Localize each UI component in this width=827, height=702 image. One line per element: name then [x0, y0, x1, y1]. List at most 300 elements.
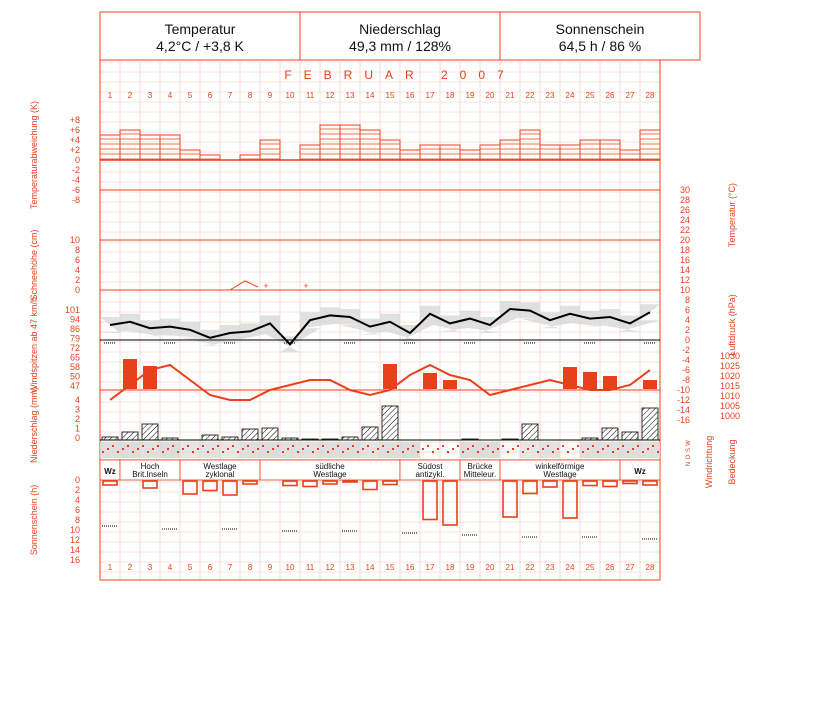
- day-label-top: 1: [107, 91, 113, 100]
- wind-direction-dot: [352, 445, 354, 447]
- temperature-tick: 8: [684, 295, 690, 305]
- sunshine-tick: 12: [69, 535, 80, 545]
- wind-direction-dot: [557, 448, 559, 450]
- wind-direction-dot: [412, 445, 414, 447]
- temp-anomaly-bar: [460, 150, 480, 160]
- wind-direction-dot: [647, 448, 649, 450]
- day-label-top: 21: [505, 91, 515, 100]
- wind-direction-dot: [427, 445, 429, 447]
- wind-direction-dot: [522, 451, 524, 453]
- wind-direction-dot: [277, 445, 279, 447]
- day-label-top: 26: [605, 91, 615, 100]
- right-axis-title: Windrichtung: [704, 435, 714, 489]
- wind-direction-dot: [572, 448, 574, 450]
- wind-direction-dot: [282, 451, 284, 453]
- temperature-tick: 12: [679, 275, 690, 285]
- precipitation-bar: [642, 408, 658, 440]
- snow-marker: +: [263, 281, 269, 291]
- wind-tick: 86: [69, 324, 80, 334]
- wind-direction-dot: [552, 451, 554, 453]
- temperature-tick: 6: [684, 305, 690, 315]
- sunshine-bar: [283, 481, 297, 486]
- sunshine-tick: 10: [69, 525, 80, 535]
- wind-direction-dot: [307, 445, 309, 447]
- wind-direction-dot: [147, 451, 149, 453]
- temp-anomaly-tick: +8: [69, 115, 80, 125]
- wind-direction-dot: [247, 445, 249, 447]
- snow-tick: 8: [74, 245, 80, 255]
- wind-direction-dot: [227, 448, 229, 450]
- wind-direction-dot: [502, 445, 504, 447]
- day-label-bottom: 11: [305, 563, 315, 572]
- wind-direction-dot: [547, 445, 549, 447]
- wind-tick: 101: [64, 305, 80, 315]
- wind-direction-dot: [262, 445, 264, 447]
- weather-type-label: Westlage: [203, 462, 237, 471]
- sunshine-tick: 16: [69, 555, 80, 565]
- day-label-top: 13: [345, 91, 355, 100]
- temp-anomaly-bar: [120, 130, 140, 160]
- precipitation-bar: [602, 428, 618, 440]
- left-axis-title: Windspitzen ab 47 km/h: [29, 296, 39, 394]
- left-axis-title: Temperaturabweichung (K): [29, 100, 39, 210]
- precipitation-bar: [622, 432, 638, 440]
- wind-direction-dot: [632, 448, 634, 450]
- cloud-cover-cell: [560, 442, 580, 458]
- temperature-tick: -6: [681, 365, 690, 375]
- wind-direction-dot: [582, 451, 584, 453]
- wind-direction-dot: [112, 445, 114, 447]
- wind-direction-dot: [312, 451, 314, 453]
- temperature-tick: -16: [676, 415, 690, 425]
- temp-anomaly-bar: [340, 125, 360, 160]
- day-label-top: 11: [305, 91, 315, 100]
- sunshine-bar: [423, 481, 437, 520]
- weather-type-label: winkelförmige: [535, 462, 585, 471]
- temp-anomaly-tick: -4: [71, 175, 80, 185]
- day-label-bottom: 26: [605, 563, 615, 572]
- right-axis-title: Luftdruck (hPa): [727, 294, 737, 356]
- temp-anomaly-bar: [260, 140, 280, 160]
- wind-direction-dot: [162, 451, 164, 453]
- day-label-top: 4: [167, 91, 173, 100]
- weather-type-label: Brücke: [467, 462, 493, 471]
- day-label-bottom: 13: [345, 563, 355, 572]
- precipitation-bar: [262, 428, 278, 440]
- day-label-bottom: 10: [285, 563, 295, 572]
- cloud-cover-cell: [500, 442, 520, 458]
- day-label-bottom: 23: [545, 563, 555, 572]
- day-label-bottom: 19: [465, 563, 475, 572]
- precipitation-value: 49,3 mm / 128%: [349, 38, 451, 54]
- precipitation-bar: [142, 424, 158, 440]
- day-label-top: 15: [385, 91, 395, 100]
- wind-direction-dot: [377, 448, 379, 450]
- sunshine-bar: [343, 481, 357, 482]
- precip-tick: 1: [74, 423, 80, 434]
- cloud-cover-cell: [620, 442, 640, 458]
- cloud-cover-cell: [260, 442, 280, 458]
- right-axis-title: Bedeckung: [727, 439, 737, 485]
- wind-direction-dot: [612, 451, 614, 453]
- wind-direction-dot: [622, 445, 624, 447]
- wind-direction-dot: [212, 448, 214, 450]
- day-label-top: 19: [465, 91, 475, 100]
- precip-tick: 3: [74, 404, 80, 415]
- temperature-value: 4,2°C / +3,8 K: [156, 38, 244, 54]
- snow-tick: 10: [69, 235, 80, 245]
- day-label-top: 5: [187, 91, 193, 100]
- day-label-top: 24: [565, 91, 575, 100]
- temp-anomaly-bar: [440, 145, 460, 160]
- temp-anomaly-tick: 0: [74, 155, 80, 165]
- wind-direction-dot: [292, 445, 294, 447]
- wind-direction-dot: [457, 445, 459, 447]
- chart-title: FEBRUAR 2007: [284, 68, 516, 82]
- wind-gust-bar: [443, 380, 457, 389]
- wind-tick: 50: [69, 371, 80, 382]
- day-label-bottom: 9: [267, 563, 273, 572]
- left-axis-title: Niederschlag (mm): [29, 386, 39, 464]
- day-label-top: 9: [267, 91, 273, 100]
- wind-direction-dot: [357, 451, 359, 453]
- wind-direction-dot: [257, 448, 259, 450]
- wind-direction-dot: [432, 451, 434, 453]
- temperature-tick: 28: [679, 195, 690, 205]
- day-label-top: 23: [545, 91, 555, 100]
- wind-direction-dot: [437, 448, 439, 450]
- day-label-bottom: 28: [645, 563, 655, 572]
- temperature-label: Temperatur: [164, 21, 236, 37]
- wind-direction-dot: [567, 451, 569, 453]
- temp-anomaly-bar: [400, 150, 420, 160]
- wind-direction-dot: [422, 448, 424, 450]
- sunshine-bar: [583, 481, 597, 486]
- wind-direction-tick: W: [686, 440, 692, 446]
- wind-direction-dot: [472, 445, 474, 447]
- weather-type-label: Wz: [104, 467, 116, 476]
- wind-direction-dot: [237, 451, 239, 453]
- sunshine-bar: [203, 481, 217, 491]
- day-label-top: 2: [127, 91, 133, 100]
- wind-direction-dot: [652, 445, 654, 447]
- day-label-top: 18: [445, 91, 455, 100]
- wind-tick: 65: [69, 352, 80, 363]
- wind-direction-dot: [182, 448, 184, 450]
- wind-direction-dot: [317, 448, 319, 450]
- snow-depth-line: [230, 281, 258, 290]
- pressure-tick: 1010: [719, 391, 740, 401]
- wind-direction-tick: O: [686, 454, 692, 460]
- pressure-tick: 1000: [719, 411, 740, 421]
- day-label-top: 16: [405, 91, 415, 100]
- cloud-cover-cell: [100, 442, 120, 458]
- cloud-cover-cell: [520, 442, 540, 458]
- cloud-cover-cell: [440, 442, 460, 458]
- wind-direction-dot: [447, 451, 449, 453]
- cloud-cover-cell: [340, 442, 360, 458]
- sunshine-tick: 0: [74, 475, 80, 485]
- wind-direction-dot: [327, 451, 329, 453]
- weather-type-label: Westlage: [543, 470, 577, 479]
- temperature-tick: -12: [676, 395, 690, 405]
- wind-direction-dot: [372, 451, 374, 453]
- cloud-cover-cell: [160, 442, 180, 458]
- wind-direction-dot: [217, 445, 219, 447]
- wind-direction-dot: [402, 451, 404, 453]
- day-label-top: 10: [285, 91, 295, 100]
- temperature-tick: 20: [679, 235, 690, 245]
- wind-tick: 94: [69, 314, 80, 325]
- day-label-bottom: 3: [147, 563, 153, 572]
- right-axis-title: Temperatur (°C): [727, 182, 737, 248]
- day-label-bottom: 2: [127, 563, 133, 572]
- sunshine-tick: 6: [74, 505, 80, 515]
- temperature-tick: 2: [684, 325, 690, 335]
- wind-direction-dot: [607, 445, 609, 447]
- temperature-tick: 10: [679, 285, 690, 295]
- wind-direction-tick: N: [686, 461, 692, 467]
- day-label-top: 27: [625, 91, 635, 100]
- wind-direction-tick: S: [686, 447, 692, 453]
- sunshine-bar: [643, 481, 657, 485]
- temp-anomaly-bar: [600, 140, 620, 160]
- cloud-cover-cell: [640, 442, 660, 458]
- left-axis-title: Sonnenschein (h): [29, 484, 39, 556]
- day-label-bottom: 5: [187, 563, 193, 572]
- precip-tick: 2: [74, 414, 80, 424]
- wind-direction-dot: [172, 445, 174, 447]
- day-label-bottom: 20: [485, 563, 495, 572]
- day-label-top: 3: [147, 91, 153, 100]
- precipitation-bar: [382, 406, 398, 440]
- wind-direction-dot: [267, 451, 269, 453]
- wind-direction-dot: [407, 448, 409, 450]
- temp-anomaly-bar: [620, 150, 640, 160]
- wind-direction-dot: [347, 448, 349, 450]
- day-label-bottom: 15: [385, 563, 395, 572]
- precipitation-bar: [242, 429, 258, 440]
- wind-direction-dot: [542, 448, 544, 450]
- day-label-bottom: 14: [365, 563, 375, 572]
- day-label-top: 8: [247, 91, 253, 100]
- wind-direction-dot: [232, 445, 234, 447]
- pressure-tick: 1030: [719, 351, 740, 361]
- wind-direction-dot: [587, 448, 589, 450]
- wind-direction-dot: [167, 448, 169, 450]
- weather-type-label: südliche: [315, 462, 345, 471]
- temp-anomaly-bar: [500, 140, 520, 160]
- precipitation-bar: [122, 432, 138, 440]
- header-frame: [100, 12, 700, 60]
- temp-anomaly-bar: [640, 130, 660, 160]
- wind-direction-dot: [252, 451, 254, 453]
- temperature-tick: -14: [676, 405, 690, 415]
- wind-tick: 47: [69, 381, 80, 391]
- snow-tick: 4: [74, 265, 80, 275]
- wind-direction-dot: [442, 445, 444, 447]
- pressure-tick: 1020: [719, 371, 740, 381]
- day-label-top: 25: [585, 91, 595, 100]
- temp-anomaly-bar: [360, 130, 380, 160]
- cloud-cover-cell: [220, 442, 240, 458]
- wind-direction-dot: [337, 445, 339, 447]
- wind-direction-dot: [322, 445, 324, 447]
- wind-direction-dot: [577, 445, 579, 447]
- cloud-cover-cell: [580, 442, 600, 458]
- wind-direction-dot: [387, 451, 389, 453]
- wind-direction-dot: [537, 451, 539, 453]
- day-label-bottom: 8: [247, 563, 253, 572]
- wind-direction-dot: [287, 448, 289, 450]
- wind-direction-dot: [142, 445, 144, 447]
- temp-anomaly-bar: [420, 145, 440, 160]
- sunshine-bar: [243, 481, 257, 484]
- snow-tick: 6: [74, 255, 80, 265]
- sunshine-tick: 8: [74, 515, 80, 525]
- day-label-bottom: 4: [167, 563, 173, 572]
- day-label-top: 17: [425, 91, 435, 100]
- wind-direction-dot: [137, 448, 139, 450]
- weather-type-label: antizykl.: [415, 470, 445, 479]
- wind-direction-dot: [562, 445, 564, 447]
- wind-direction-dot: [392, 448, 394, 450]
- day-label-bottom: 18: [445, 563, 455, 572]
- cloud-cover-cell: [460, 442, 480, 458]
- temp-anomaly-tick: -6: [71, 185, 80, 195]
- day-label-bottom: 1: [107, 563, 113, 572]
- temp-anomaly-bar: [560, 145, 580, 160]
- wind-gust-bar: [583, 372, 597, 389]
- wind-direction-dot: [492, 451, 494, 453]
- wind-direction-dot: [467, 448, 469, 450]
- pressure-tick: 1025: [719, 361, 740, 371]
- sunshine-bar: [383, 481, 397, 485]
- day-label-top: 20: [485, 91, 495, 100]
- temp-anomaly-bar: [380, 140, 400, 160]
- temperature-tick: 24: [679, 215, 690, 225]
- cloud-cover-cell: [400, 442, 420, 458]
- wind-direction-dot: [332, 448, 334, 450]
- day-label-bottom: 22: [525, 563, 535, 572]
- temperature-tick: 30: [679, 185, 690, 195]
- day-label-bottom: 16: [405, 563, 415, 572]
- wind-direction-dot: [302, 448, 304, 450]
- weather-type-label: Westlage: [313, 470, 347, 479]
- snow-tick: 2: [74, 275, 80, 285]
- wind-direction-dot: [122, 448, 124, 450]
- wind-direction-dot: [152, 448, 154, 450]
- wind-direction-dot: [342, 451, 344, 453]
- day-label-top: 28: [645, 91, 655, 100]
- temp-anomaly-tick: +6: [69, 125, 80, 135]
- wind-direction-dot: [177, 451, 179, 453]
- temperature-tick: 16: [679, 255, 690, 265]
- weather-type-label: Südost: [417, 462, 443, 471]
- wind-direction-dot: [192, 451, 194, 453]
- pressure-tick: 1015: [719, 381, 740, 391]
- cloud-cover-cell: [320, 442, 340, 458]
- wind-direction-dot: [597, 451, 599, 453]
- sunshine-bar: [363, 481, 377, 490]
- precipitation-bar: [202, 435, 218, 440]
- wind-direction-dot: [157, 445, 159, 447]
- weather-type-label: Hoch: [140, 462, 160, 471]
- wind-direction-dot: [477, 451, 479, 453]
- wind-direction-dot: [482, 448, 484, 450]
- wind-direction-dot: [117, 451, 119, 453]
- wind-direction-dot: [627, 451, 629, 453]
- wind-direction-dot: [197, 448, 199, 450]
- precip-tick: 0: [74, 433, 80, 443]
- wind-direction-dot: [242, 448, 244, 450]
- pressure-tick: 1005: [719, 401, 740, 411]
- snow-marker: +: [303, 281, 309, 291]
- temperature-tick: 26: [679, 205, 690, 215]
- temp-anomaly-bar: [540, 145, 560, 160]
- day-label-bottom: 17: [425, 563, 435, 572]
- temperature-tick: 18: [679, 245, 690, 255]
- temperature-tick: 22: [679, 225, 690, 235]
- day-label-top: 6: [207, 91, 213, 100]
- temperature-tick: -8: [681, 375, 690, 385]
- wind-direction-dot: [127, 445, 129, 447]
- precipitation-label: Niederschlag: [359, 21, 441, 37]
- sunshine-label: Sonnenschein: [555, 21, 645, 37]
- wind-direction-dot: [637, 445, 639, 447]
- temp-anomaly-tick: -8: [71, 195, 80, 205]
- temp-anomaly-tick: +4: [69, 135, 80, 145]
- wind-tick: 79: [69, 333, 80, 344]
- precipitation-bar: [362, 427, 378, 440]
- day-label-bottom: 21: [505, 563, 515, 572]
- wind-direction-dot: [297, 451, 299, 453]
- wind-direction-dot: [272, 448, 274, 450]
- weather-type-label: Brit.Inseln: [132, 470, 168, 479]
- temperature-tick: 4: [684, 315, 690, 325]
- wind-direction-dot: [382, 445, 384, 447]
- wind-direction-dot: [102, 451, 104, 453]
- sunshine-bar: [103, 481, 117, 485]
- wind-gust-bar: [423, 373, 437, 389]
- day-label-bottom: 25: [585, 563, 595, 572]
- temp-anomaly-bar: [180, 150, 200, 160]
- wind-direction-dot: [397, 445, 399, 447]
- sunshine-tick: 2: [74, 485, 80, 495]
- wind-tick: 58: [69, 362, 80, 372]
- wind-direction-dot: [362, 448, 364, 450]
- day-label-bottom: 6: [207, 563, 213, 572]
- wind-direction-dot: [202, 445, 204, 447]
- cloud-cover-cell: [380, 442, 400, 458]
- left-axis-title: Schneehöhe (cm): [29, 229, 39, 301]
- wind-direction-dot: [657, 451, 659, 453]
- wind-gust-bar: [643, 380, 657, 389]
- day-label-top: 14: [365, 91, 375, 100]
- wind-direction-dot: [512, 448, 514, 450]
- wind-tick: 72: [69, 343, 80, 353]
- wind-direction-dot: [417, 451, 419, 453]
- day-label-bottom: 27: [625, 563, 635, 572]
- cloud-cover-cell: [140, 442, 160, 458]
- day-label-bottom: 24: [565, 563, 575, 572]
- wind-gust-bar: [603, 376, 617, 389]
- wind-direction-dot: [532, 445, 534, 447]
- sunshine-bar: [323, 481, 337, 484]
- sunshine-value: 64,5 h / 86 %: [558, 38, 642, 54]
- temperature-tick: -4: [681, 355, 690, 365]
- cloud-cover-cell: [200, 442, 220, 458]
